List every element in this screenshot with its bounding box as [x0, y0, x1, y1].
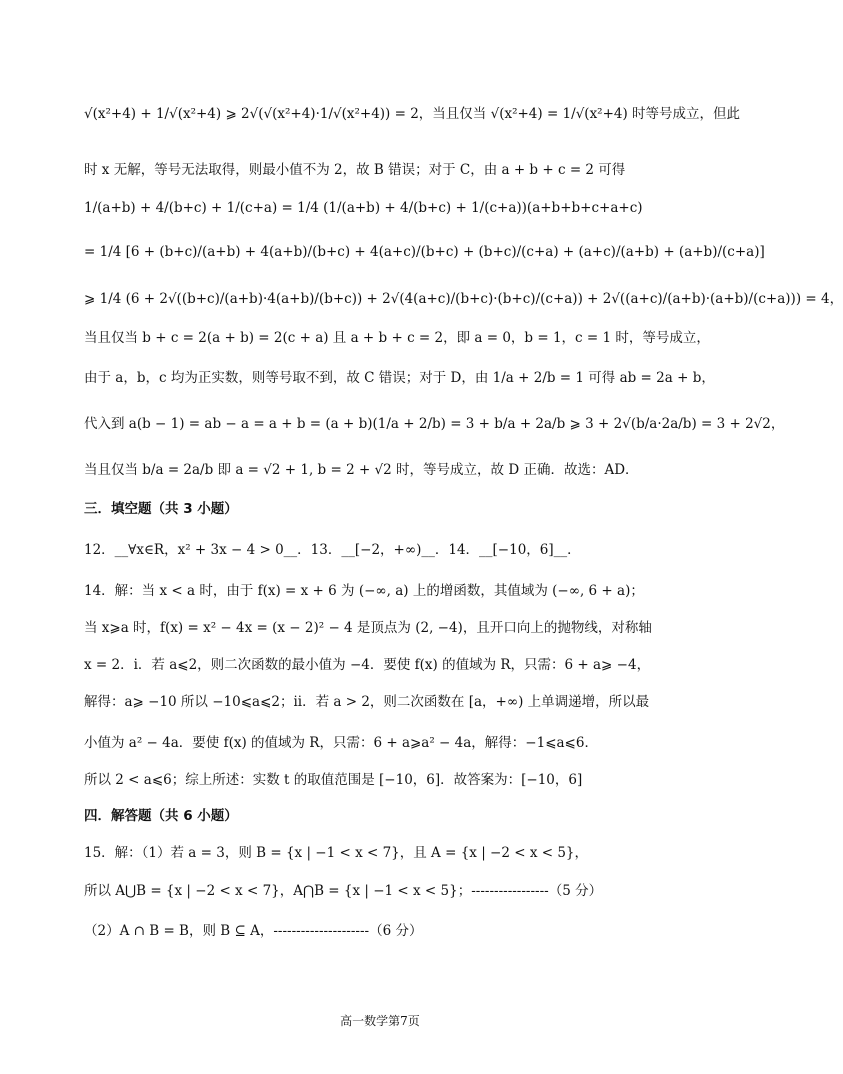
text-line-17: 15．解：（1）若 a = 3，则 B = {x | −1 < x < 7}，且 A = {x | −2 < x < 5}，: [84, 845, 589, 861]
text-line-11: 14．解：当 x < a 时，由于 f(x) = x + 6 为 (−∞, a) 上的增函数，其值域为 (−∞, 6 + a)；: [84, 583, 644, 599]
text-line-1: √(x²+4) + 1/√(x²+4) ⩾ 2√(√(x²+4)·1/√(x²+4)) = 2，当且仅当 √(x²+4) = 1/√(x²+4) 时等号成立，但此: [84, 106, 741, 122]
text-line-9: 当且仅当 b/a = 2a/b 即 a = √2 + 1, b = 2 + √2 时，等号成立，故 D 正确．故选：AD．: [84, 462, 639, 478]
text-line-14: 解得：a⩾ −10 所以 −10⩽a⩽2；ii．若 a > 2，则二次函数在 [a，+∞) 上单调递增，所以最: [84, 694, 650, 710]
text-line-2: 时 x 无解，等号无法取得，则最小值不为 2，故 B 错误；对于 C，由 a + b + c = 2 可得: [84, 162, 626, 178]
text-line-18: 所以 A⋃B = {x | −2 < x < 7}，A⋂B = {x | −1 < x < 5}；-----------------（5 分）: [84, 883, 603, 899]
text-line-13: x = 2．i．若 a⩽2，则二次函数的最小值为 −4．要使 f(x) 的值域为 R，只需：6 + a⩾ −4，: [84, 657, 651, 673]
section-4-heading: 四．解答题（共 6 小题）: [84, 808, 238, 824]
text-line-6: 当且仅当 b + c = 2(a + b) = 2(c + a) 且 a + b + c = 2，即 a = 0，b = 1，c = 1 时，等号成立，: [84, 330, 710, 346]
text-line-12: 当 x⩾a 时，f(x) = x² − 4x = (x − 2)² − 4 是顶点为 (2, −4)，且开口向上的抛物线，对称轴: [84, 620, 652, 636]
text-line-5: ⩾ 1/4 (6 + 2√((b+c)/(a+b)·4(a+b)/(b+c)) + 2√(4(a+c)/(b+c)·(b+c)/(c+a)) + 2√((a+c)/(a+b)·(a+b)/(c+a))) = 4，: [84, 291, 843, 307]
text-line-4: = 1/4 [6 + (b+c)/(a+b) + 4(a+b)/(b+c) + 4(a+c)/(b+c) + (b+c)/(c+a) + (a+c)/(a+b) + (a+b)/(c+a)]: [84, 244, 765, 260]
page-footer: 高一数学第7页: [340, 1014, 420, 1028]
text-line-15: 小值为 a² − 4a．要使 f(x) 的值域为 R，只需：6 + a⩾a² − 4a，解得：−1⩽a⩽6．: [84, 735, 598, 751]
text-line-10: 12．__∀x∈R，x² + 3x − 4 > 0__．13．__[−2，+∞)__．14．__[−10，6]__．: [84, 542, 581, 558]
text-line-19: （2）A ∩ B = B，则 B ⊆ A，---------------------（6 分）: [84, 923, 423, 939]
text-line-8: 代入到 a(b − 1) = ab − a = a + b = (a + b)(1/a + 2/b) = 3 + b/a + 2a/b ⩾ 3 + 2√(b/a·2a/b) = 3 + 2√2，: [84, 416, 785, 432]
section-3-heading: 三．填空题（共 3 小题）: [84, 501, 238, 517]
text-line-3: 1/(a+b) + 4/(b+c) + 1/(c+a) = 1/4 (1/(a+b) + 4/(b+c) + 1/(c+a))(a+b+b+c+a+c): [84, 200, 643, 216]
text-line-16: 所以 2 < a⩽6；综上所述：实数 t 的取值范围是 [−10，6]．故答案为：[−10，6]: [84, 772, 583, 788]
text-line-7: 由于 a，b，c 均为正实数，则等号取不到，故 C 错误；对于 D，由 1/a + 2/b = 1 可得 ab = 2a + b，: [84, 370, 715, 386]
